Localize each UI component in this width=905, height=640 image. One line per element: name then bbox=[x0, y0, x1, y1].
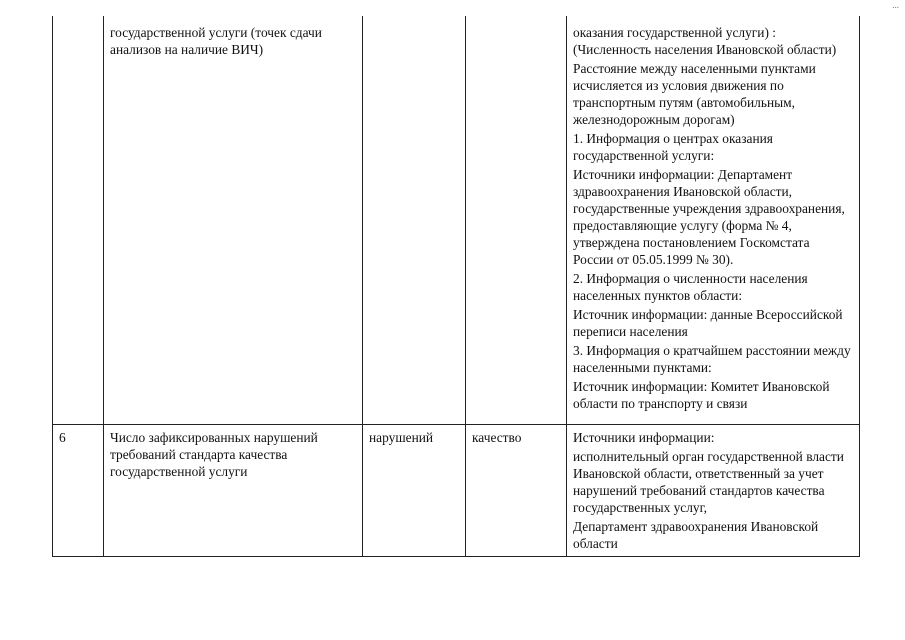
source-paragraph: Источник информации: Комитет Ивановской области по транспорту и связи bbox=[573, 379, 830, 411]
indicator-name-cell: государственной услуги (точек сдачи анализов на наличие ВИЧ) bbox=[104, 16, 363, 425]
source-paragraph: Источники информации: bbox=[573, 430, 715, 445]
source-cell bbox=[567, 425, 860, 557]
source-paragraph: 3. Информация о кратчайшем расстоянии между населенными пунктами: bbox=[573, 343, 851, 375]
indicator-name-cell: Число зафиксированных нарушений требований стандарта качества государственной услуги bbox=[104, 425, 363, 557]
category-cell: качество bbox=[466, 425, 567, 557]
page-number-mark: ... bbox=[892, 0, 899, 10]
source-paragraph: Расстояние между населенными пунктами исчисляется из условия движения по транспортным путям (автомобильным, железнодорожным дорогам) bbox=[573, 61, 816, 127]
unit-cell bbox=[363, 16, 466, 425]
row-number-cell: 6 bbox=[53, 425, 104, 557]
unit-cell: нарушений bbox=[363, 425, 466, 557]
source-paragraph: оказания государственной услуги) : (Численность населения Ивановской области) bbox=[573, 25, 837, 57]
source-paragraph: Источник информации: данные Всероссийской переписи населения bbox=[573, 307, 843, 339]
source-paragraph: Департамент здравоохранения Ивановской области bbox=[573, 519, 819, 551]
source-paragraph: исполнительный орган государственной власти Ивановской области, ответственный за учет нарушений требований стандартов качества государственных услуг, bbox=[573, 449, 844, 515]
source-paragraph: Источники информации: Департамент здравоохранения Ивановской области, государственные учреждения здравоохранения, предоставляющие услугу (форма № 4, утверждена постановлением Госкомстата России от 05.05.1999 № 30). bbox=[573, 167, 845, 267]
source-paragraph: 1. Информация о центрах оказания государственной услуги: bbox=[573, 131, 773, 163]
table-row bbox=[53, 425, 860, 557]
category-cell bbox=[466, 16, 567, 425]
source-paragraph: 2. Информация о численности населения населенных пунктов области: bbox=[573, 271, 808, 303]
indicators-table bbox=[52, 16, 860, 557]
source-cell bbox=[567, 16, 860, 425]
table-row bbox=[53, 16, 860, 425]
row-number-cell bbox=[53, 16, 104, 425]
